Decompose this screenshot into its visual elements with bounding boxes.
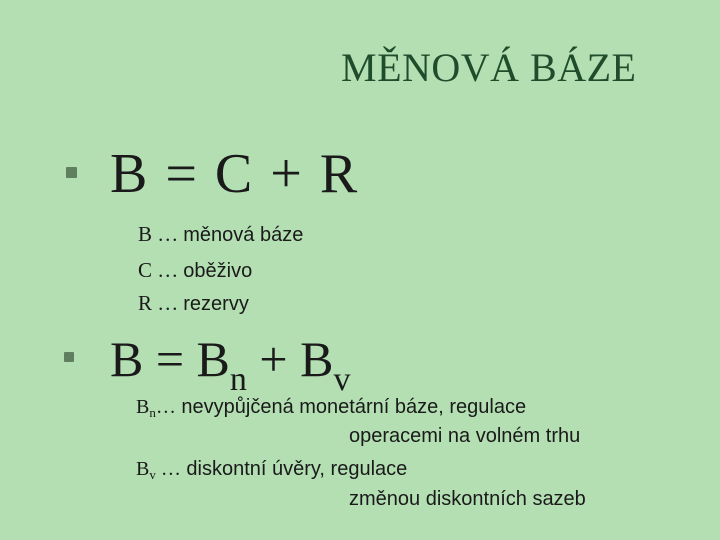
explanation-symbol: B xyxy=(136,396,150,418)
explanation-ellipsis: … xyxy=(155,458,181,480)
explanation-subscript: v xyxy=(149,467,156,482)
definition-text: oběživo xyxy=(183,260,253,282)
explanation-line1: diskontní úvěry, regulace xyxy=(180,458,408,480)
definition-text: rezervy xyxy=(183,293,249,315)
slide-title: MĚNOVÁ BÁZE xyxy=(341,45,637,90)
explanation-symbol: B xyxy=(136,458,150,480)
equation-plus: + B xyxy=(246,331,334,387)
definition-r xyxy=(138,291,249,316)
equation-monetary-base: B = C + R xyxy=(110,143,358,205)
subscript-n: n xyxy=(229,361,247,398)
explanation-bn-line2: operacemi na volném trhu xyxy=(349,425,581,447)
equation-lhs: B = B xyxy=(110,331,230,387)
explanation-bv xyxy=(136,458,407,481)
bullet-icon xyxy=(64,352,74,362)
definition-symbol: B … xyxy=(138,222,179,246)
explanation-ellipsis: … xyxy=(155,396,176,418)
bullet-icon xyxy=(66,167,77,178)
explanation-bn xyxy=(136,396,526,419)
explanation-bv-line2: změnou diskontních sazeb xyxy=(349,488,586,510)
equation-base-split xyxy=(110,330,351,398)
explanation-line1: nevypůjčená monetární báze, regulace xyxy=(175,396,527,418)
definition-text: měnová báze xyxy=(183,224,304,246)
explanation-subscript: n xyxy=(149,405,156,420)
definition-b xyxy=(138,222,303,247)
subscript-v: v xyxy=(333,361,351,398)
definition-c xyxy=(138,258,252,283)
definition-symbol: C … xyxy=(138,258,179,282)
definition-symbol: R … xyxy=(138,291,179,315)
